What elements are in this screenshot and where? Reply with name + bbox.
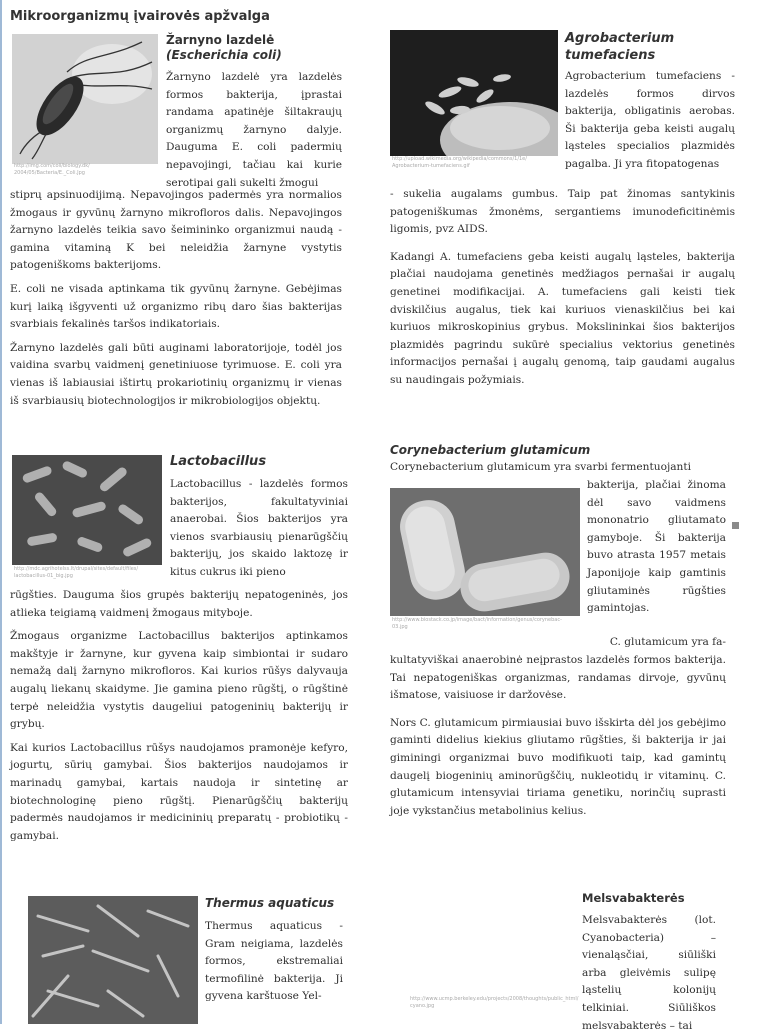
corynebacterium-text-top: Corynebacterium glutamicum yra svarbi fermentuojanti	[390, 461, 692, 473]
corynebacterium-image	[390, 488, 580, 616]
agrobacterium-paragraph-1: - sukelia augalams gumbus. Taip pat žinomas santykinis patogeniškumas žmonėms, sergantiems imunodeficitinėmis ligomis, pvz AIDS.	[390, 188, 735, 236]
ecoli-illustration	[12, 34, 158, 164]
agrobacterium-text-side: Agrobacterium tumefaciens - lazdelės formos dirvos bakterija, obligatinis aerobas. Ši bakterija geba keisti augalų ląsteles specialios plazmidės pagalba. Ji yra fitopatogenas	[565, 70, 735, 170]
lactobacillus-image	[12, 455, 162, 565]
ecoli-title	[166, 33, 346, 63]
bullet-square-marker	[732, 522, 739, 529]
ecoli-title-line: Žarnyno lazdelė	[166, 33, 275, 47]
left-edge-rule	[0, 0, 2, 1024]
agrobacterium-title-line-2: tumefaciens	[565, 48, 656, 63]
corynebacterium-title: Corynebacterium glutamicum	[390, 443, 591, 457]
corynebacterium-paragraph-3: Nors C. glutamicum pirmiausiai buvo išskirta dėl jos gebėjimo gaminti didelius kiekius gliutamo rūgšties, ši bakterija ir jai giminingi organizmai buvo modifikuoti taip, kad gamintų daugelį biogeninių aminorūgščių, nukleotidų ir vitaminų. C. glutamicum intensyviai tiriama genetiku, norinčių suprasti joje vykstančius metabolinius kelius.	[390, 716, 726, 817]
thermus-micrograph	[28, 896, 198, 1024]
agrobacterium-title-line-1: Agrobacterium	[565, 31, 675, 46]
agrobacterium-title	[565, 30, 755, 64]
ecoli-subtitle: (Escherichia coli)	[166, 48, 282, 62]
corynebacterium-paragraph-2: kultatyviškai anaerobinė neįprastos lazdelės formos bakterija. Tai nepatogeniškas organizmas, randamas dirvoje, gyvūnų išmatose, vaisiuose ir daržovėse.	[390, 654, 726, 702]
page-title: Mikroorganizmų įvairovės apžvalga	[10, 9, 270, 24]
ecoli-text-side: Žarnyno lazdelė yra lazdelės formos bakterija, įprastai randama apatinėje šiltakraujų organizmų žarnyno dalyje. Dauguma E. coli padermių nepavojingi, tačiau kai kurie serotipai gali sukelti žmogui	[166, 71, 342, 189]
lactobacillus-text-side: Lactobacillus - lazdelės formos bakterijos, fakultatyviniai anaerobai. Šios bakterijos yra vienos svarbiausių pienarūgščių bakterijų, jos skaido laktozę ir kitus cukrus iki pieno	[170, 478, 348, 578]
thermus-image	[28, 896, 198, 1024]
ecoli-paragraph-2: E. coli ne visada aptinkama tik gyvūnų žarnyne. Gebėjimas kurį laiką išgyventi už organizmo ribų daro šias bakterijas svarbiais fekalinės taršos indikatoriais.	[10, 282, 342, 331]
corynebacterium-text-side: bakterija, plačiai žinoma dėl savo vaidmens mononatrio gliutamato gamyboje. Ši bakterija buvo atrasta 1957 metais Japonijoje kaip gamtinis gliutaminės rūgšties gamintojas.	[587, 479, 726, 615]
ecoli-image-caption: http://img.com/coli/biology.dk/ 2004/05/Bacteria/E._Coli.Jpg	[14, 163, 90, 176]
thermus-title: Thermus aquaticus	[205, 896, 335, 910]
lactobacillus-title: Lactobacillus	[170, 454, 267, 469]
cyanobacteria-text-side: Melsvabakterės (lot. Cyanobacteria) – vienaląsčiai, siūliški arba gleivėmis sulipę ląstelių kolonijų telkiniai. Siūliškos melsvabakterės – tai	[582, 914, 716, 1032]
agrobacterium-micrograph	[390, 30, 558, 156]
agrobacterium-text-main	[390, 186, 735, 396]
ecoli-text-main	[10, 187, 342, 416]
agrobacterium-image	[390, 30, 558, 156]
lactobacillus-paragraph-2: Žmogaus organizme Lactobacillus bakterijos aptinkamos makštyje ir žarnyne, kur gyvena kaip simbiontai ir sudaro nemažą dalį žarnyno mikrofloros. Kai kurios rūšys dalyvauja augalų liekanų skaidyme. Jie gamina pieno rūgštį, o rūgštinė terpė neleidžia vystytis daugeliui patogeninių bakterijų ir grybų.	[10, 630, 348, 731]
corynebacterium-text-main	[390, 652, 726, 826]
lactobacillus-paragraph-3: Kai kurios Lactobacillus rūšys naudojamos pramonėje kefyro, jogurtų, sūrių gamybai. Šios bakterijos naudojamos ir marinadų gamybai, kartais naudoja ir sintetinę ar biotechnologinę pieno rūgštį. Pienarūgščių bakterijų padermės naudojamos ir medicininių preparatų - probiotikų - gamybai.	[10, 741, 348, 842]
lactobacillus-paragraph-1: rūgšties. Dauguma šios grupės bakterijų nepatogeninės, jos atlieka teigiamą vaidmenį žmogaus mityboje.	[10, 589, 348, 619]
lactobacillus-image-caption: http://mdc.agrihotelss.lt/drupal/sites/default/files/ lactobacillus-01_big.jpg	[14, 566, 139, 579]
ecoli-paragraph-1: stiprų apsinuodijimą. Nepavojingos padermės yra normalios žmogaus ir gyvūnų žarnyno mikrofloros dalis. Nepavojingos žarnyno lazdelės teikia savo šeimininko organizmui naudą - gamina vitaminą K bei neleidžia žarnyne vystytis patogeniškoms bakterijoms.	[10, 189, 342, 272]
ecoli-image	[12, 34, 158, 164]
lactobacillus-text-main	[10, 587, 348, 851]
lactobacillus-micrograph	[12, 455, 162, 565]
corynebacterium-image-caption: http://www.biostack.co.jp/image/bact/information/genus/corynebac- 03.jpg	[392, 617, 562, 630]
corynebacterium-text-side-2: C. glutamicum yra fa-	[609, 636, 726, 648]
cyanobacteria-image-caption: http://www.ucmp.berkeley.edu/projects/2008/thoughts/public_html/ cyano.jpg	[410, 996, 579, 1009]
agrobacterium-image-caption: http://upload.wikimedia.org/wikipedia/commons/1/1e/ Agrobacterium-tumefaciens.gif	[392, 156, 527, 169]
corynebacterium-micrograph	[390, 488, 580, 616]
thermus-text-side: Thermus aquaticus - Gram neigiama, lazdelės formos, ekstremaliai termofilinė bakterija. Ji gyvena karštuose Yel-	[205, 920, 343, 1003]
agrobacterium-paragraph-2: Kadangi A. tumefaciens geba keisti augalų ląsteles, bakterija plačiai naudojama genetinės medžiagos pernašai ir augalų genetinei modifikacijai. A. tumefaciens gali keisti tiek dviskilčius augalus, tiek kai kuriuos vienaskilčius bei kai kuriuos mikroskopinius grybus. Mokslininkai šios bakterijos plazmidės pagrindu sukūrė specialius vektorius genetinės informacijos pernašai į augalų genomą, taip gaudami augalus su naudingais požymiais.	[390, 250, 735, 386]
ecoli-paragraph-3: Žarnyno lazdelės gali būti auginami laboratorijoje, todėl jos vaidina svarbų vaidmenį genetiniuose tyrimuose. E. coli yra vienas iš labiausiai ištirtų prokariotinių organizmų ir vienas iš svarbiausių biotechnologijos ir mikrobiologijos objektų.	[10, 341, 342, 407]
cyanobacteria-title: Melsvabakterės	[582, 891, 685, 905]
